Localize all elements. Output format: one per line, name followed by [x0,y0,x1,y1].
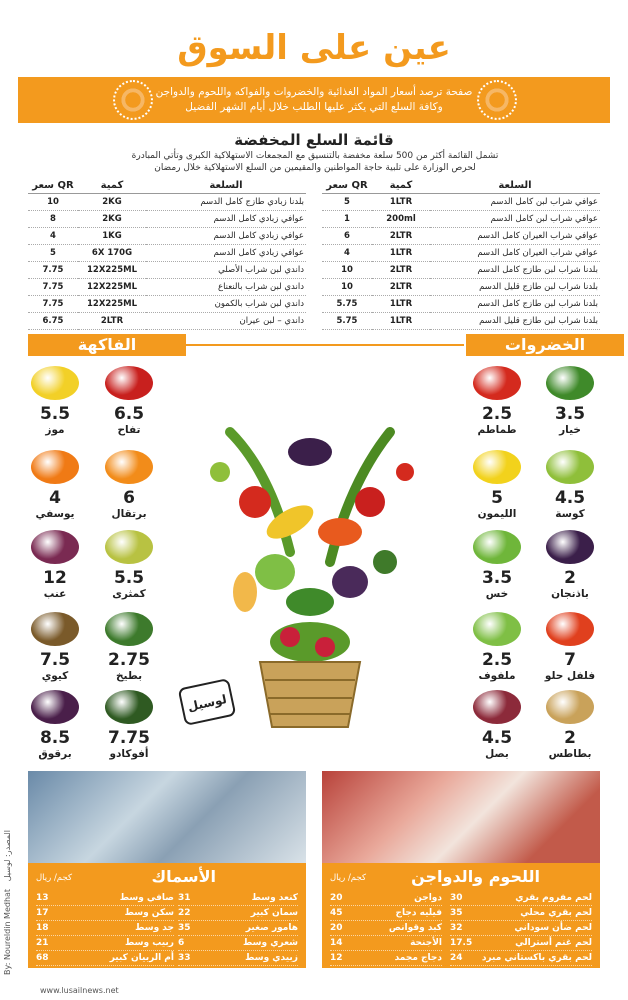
fruit-item [20,450,90,520]
price-name: دواجن [414,893,442,903]
cell-name: عوافي زبادي كامل الدسم [146,245,306,262]
table-row [322,194,600,211]
price-value: 12 [330,953,343,963]
section-divider [186,344,464,346]
fruit-image-icon [105,612,153,646]
cell-name: عوافي شراب لبن كامل الدسم [430,194,600,211]
vegetable-image-icon [473,450,521,484]
cell-qty: 1LTR [372,313,430,330]
vegetables-title: الخضروات [466,334,624,356]
cell-name: داندي لبن شراب بالكمون [146,296,306,313]
fruit-item [20,612,90,682]
price-row [178,891,298,906]
cell-qty: 2KG [78,211,146,228]
fruit-image-icon [31,450,79,484]
price-value: 35 [450,908,463,918]
cell-qty: 2KG [78,194,146,211]
vegetable-name: كوسة [555,508,585,520]
vegetable-price: 7 [564,650,576,670]
fruit-price: 5.5 [39,404,71,424]
footer-url: www.lusailnews.net [40,986,119,995]
price-value: 24 [450,953,463,963]
price-name: لحم بقري محلي [520,908,592,918]
fruit-name: أفوكادو [109,748,149,760]
price-row [450,921,592,936]
vegetable-image-icon [473,530,521,564]
price-value: 31 [178,893,191,903]
vegetable-price: 2 [564,568,576,588]
cell-price: 5.75 [322,296,372,313]
fruit-item [94,450,164,520]
vegetable-name: الليمون [477,508,517,520]
price-name: لحم ضأن سوداني [514,923,592,933]
fruit-image-icon [105,690,153,724]
price-value: 33 [178,953,191,963]
fish-price-box [28,863,306,968]
cell-name: عوافي زبادي كامل الدسم [146,211,306,228]
table-row [28,262,306,279]
cell-name: بلدنا شراب لبن طازج كامل الدسم [430,296,600,313]
fruit-item [20,530,90,600]
price-value: 45 [330,908,343,918]
fish-list-left [36,891,174,966]
cell-qty: 12X225ML [78,262,146,279]
price-name: سمان كبير [250,908,298,918]
price-row [330,936,442,951]
price-name: صافي وسط [119,893,174,903]
cell-name: عوافي شراب العيران كامل الدسم [430,228,600,245]
cell-price: 10 [28,194,78,211]
fruit-item [20,690,90,760]
table-row [322,211,600,228]
table-row [322,262,600,279]
header-price: سعر QR [28,178,78,194]
vegetable-name: بصل [485,748,509,760]
price-value: 17.5 [450,938,473,948]
price-value: 20 [330,923,343,933]
price-row [178,921,298,936]
fish-title: الأسماك [151,867,216,886]
vegetable-name: ملفوف [478,670,516,682]
author-credit [3,830,12,975]
price-row [178,951,298,966]
vegetable-item [535,690,605,760]
price-name: أم الربيان كبير [109,953,174,963]
vegetable-image-icon [473,690,521,724]
ornament-icon [477,80,517,120]
table-row [28,245,306,262]
vegetable-image-icon [473,612,521,646]
cell-name: عوافي شراب لبن كامل الدسم [430,211,600,228]
fruit-name: كيوي [41,670,69,682]
cell-qty: 1LTR [372,296,430,313]
cell-price: 5 [28,245,78,262]
fruit-name: برتقال [111,508,147,520]
cell-qty: 1LTR [372,245,430,262]
cell-qty: 2LTR [78,313,146,330]
vegetable-price: 2.5 [481,650,513,670]
table-row [28,313,306,330]
vegetable-price: 4.5 [554,488,586,508]
vegetable-name: فلفل حلو [544,670,596,682]
cell-price: 6.75 [28,313,78,330]
fruit-name: بطيخ [115,670,143,682]
flying-vegetables [210,432,414,662]
table-row [322,296,600,313]
vegetable-item [462,366,532,436]
fish-list-right [178,891,298,966]
vegetable-item [535,366,605,436]
cell-qty: 2LTR [372,279,430,296]
fruit-name: تفاح [117,424,141,436]
cell-price: 8 [28,211,78,228]
table-row [28,194,306,211]
meat-price-box [322,863,600,968]
price-name: لحم مفروم بقري [515,893,592,903]
price-name: دجاج مجمد [394,953,442,963]
price-name: لحم بقري باكستاني مبرد [481,953,592,963]
price-value: 17 [36,908,49,918]
fruit-price: 6.5 [113,404,145,424]
vegetable-image-icon [546,450,594,484]
price-name: سكن وسط [124,908,174,918]
fruit-image-icon [105,530,153,564]
price-value: 22 [178,908,191,918]
fruit-name: موز [45,424,65,436]
vegetable-price: 2.5 [481,404,513,424]
price-row [450,891,592,906]
fruit-image-icon [105,366,153,400]
price-name: هامور صغير [245,923,298,933]
vegetable-price: 4.5 [481,728,513,748]
price-name: جد وسط [135,923,174,933]
cell-price: 4 [28,228,78,245]
price-row [36,951,174,966]
fruit-price: 7.75 [108,728,150,748]
vegetable-price: 5 [491,488,503,508]
price-row [450,951,592,966]
table-row [322,313,600,330]
description-line-2: لحرص الوزارة على تلبية حاجة المواطنين والمقيمين من السلع الاستهلاكية خلال رمضان [154,163,476,173]
price-name: زبيدي وسط [245,953,298,963]
meat-unit: كجم/ ريال [330,873,366,883]
vegetable-name: خيار [559,424,581,436]
price-value: 30 [450,893,463,903]
price-value: 6 [178,938,185,948]
vegetable-name: باذنجان [551,588,589,600]
fruit-price: 4 [49,488,61,508]
cell-qty: 12X225ML [78,296,146,313]
fruit-name: برقوق [38,748,72,760]
vegetable-item [462,450,532,520]
vegetable-image-icon [546,612,594,646]
price-value: 32 [450,923,463,933]
cell-name: داندي لبن شراب الأصلي [146,262,306,279]
table-row [28,279,306,296]
fruit-name: يوسفي [35,508,75,520]
fruit-price: 12 [43,568,67,588]
vegetable-item [535,612,605,682]
header-item: السلعة [146,178,306,194]
price-row [330,891,442,906]
price-row [178,906,298,921]
table-row [28,296,306,313]
meat-list-right [450,891,592,966]
cell-price: 5 [322,194,372,211]
fruit-image-icon [105,450,153,484]
cell-price: 7.75 [28,296,78,313]
vegetable-item [535,450,605,520]
fruit-image-icon [31,612,79,646]
price-row [330,906,442,921]
fruit-image-icon [31,366,79,400]
price-name: الأجنحة [410,938,442,948]
table-row [28,228,306,245]
vegetable-image-icon [546,366,594,400]
table-row [322,228,600,245]
cell-name: بلدنا شراب لبن طازج قليل الدسم [430,279,600,296]
fruit-price: 2.75 [108,650,150,670]
price-value: 68 [36,953,49,963]
vegetable-image-icon [546,530,594,564]
reduced-goods-table-right [322,178,600,330]
vegetable-basket-illustration [160,362,460,762]
vegetable-price: 2 [564,728,576,748]
vegetable-image-icon [473,366,521,400]
price-row [330,951,442,966]
source-credit-text: المصدر: لوسيل [3,830,12,882]
price-name: شعري وسط [243,938,298,948]
price-value: 14 [330,938,343,948]
lusail-logo [179,679,235,725]
reduced-goods-table-left [28,178,306,330]
fruit-price: 8.5 [39,728,71,748]
fruit-name: عنب [43,588,67,600]
meat-list-left [330,891,442,966]
cell-name: بلدنا شراب لبن طازج كامل الدسم [430,262,600,279]
reduced-list-title: قائمة السلع المخفضة [234,131,394,149]
price-value: 20 [330,893,343,903]
banner-line-1: صفحة ترصد أسعار المواد الغذائية والخضروات والفواكه واللحوم والدواجن [155,86,473,98]
cell-qty: 2LTR [372,262,430,279]
cell-price: 7.75 [28,262,78,279]
price-name: لحم غنم أسترالي [515,938,592,948]
meat-title: اللحوم والدواجن [411,867,540,886]
vegetable-name: خس [485,588,509,600]
fruit-item [94,612,164,682]
price-name: ربيب وسط [125,938,174,948]
price-row [450,906,592,921]
fruit-item [94,690,164,760]
ornament-icon [113,80,153,120]
table-row [322,279,600,296]
price-row [178,936,298,951]
price-name: فيليه دجاج [395,908,442,918]
description-line-1: تشمل القائمة أكثر من 500 سلعة مخفضة بالتنسيق مع المجمعات الاستهلاكية الكبرى وتأتي المبادرة [131,151,499,161]
table-row [322,245,600,262]
reduced-list-description [90,150,540,174]
cell-qty: 1LTR [372,194,430,211]
fish-unit: كجم/ ريال [36,873,72,883]
banner-line-2: وكافة السلع التي يكثر عليها الطلب خلال أيام الشهر الفضيل [185,101,443,113]
cell-qty: 6X 170G [78,245,146,262]
price-row [330,921,442,936]
fruit-item [20,366,90,436]
table-row [28,211,306,228]
vegetable-item [535,530,605,600]
cell-name: بلدنا زبادي طازج كامل الدسم [146,194,306,211]
cell-price: 10 [322,279,372,296]
cell-name: داندي لبن شراب بالنعناع [146,279,306,296]
fruit-image-icon [31,690,79,724]
cell-name: عوافي زبادي كامل الدسم [146,228,306,245]
price-row [36,906,174,921]
cell-qty: 12X225ML [78,279,146,296]
fruit-item [94,366,164,436]
vegetable-item [462,612,532,682]
cell-name: بلدنا شراب لبن طازج قليل الدسم [430,313,600,330]
cell-qty: 1KG [78,228,146,245]
header-price: سعر QR [322,178,372,194]
price-name: كبد وقوانص [388,923,442,933]
fruit-price: 6 [123,488,135,508]
price-value: 35 [178,923,191,933]
vegetable-name: بطاطس [548,748,592,760]
cell-qty: 2LTR [372,228,430,245]
fruit-price: 5.5 [113,568,145,588]
meat-photo [322,771,600,863]
fruit-name: كمثرى [112,588,146,600]
basket-icon [260,662,360,727]
price-row [36,921,174,936]
header-item: السلعة [430,178,600,194]
cell-price: 6 [322,228,372,245]
price-value: 18 [36,923,49,933]
header-qty: كمية [78,178,146,194]
header-qty: كمية [372,178,430,194]
fruit-image-icon [31,530,79,564]
cell-name: داندي – لبن عيران [146,313,306,330]
price-row [450,936,592,951]
intro-banner [18,77,610,123]
fruit-item [94,530,164,600]
price-row [36,936,174,951]
vegetable-name: طماطم [477,424,517,436]
cell-price: 10 [322,262,372,279]
fish-photo [28,771,306,863]
fruits-title: الفاكهة [28,334,186,356]
vegetable-item [462,690,532,760]
vegetable-price: 3.5 [481,568,513,588]
vegetable-price: 3.5 [554,404,586,424]
author-credit-text: By: Noureldin Medhat [3,888,12,975]
price-value: 13 [36,893,49,903]
vegetable-item [462,530,532,600]
cell-qty: 200ml [372,211,430,228]
cell-price: 4 [322,245,372,262]
cell-price: 7.75 [28,279,78,296]
vegetable-image-icon [546,690,594,724]
logo-text: لوسيل [186,692,228,714]
page-title: عين على السوق [177,28,451,68]
price-row [36,891,174,906]
price-name: كنعد وسط [251,893,298,903]
price-value: 21 [36,938,49,948]
cell-name: عوافي شراب العيران كامل الدسم [430,245,600,262]
cell-price: 1 [322,211,372,228]
cell-price: 5.75 [322,313,372,330]
fruit-price: 7.5 [39,650,71,670]
